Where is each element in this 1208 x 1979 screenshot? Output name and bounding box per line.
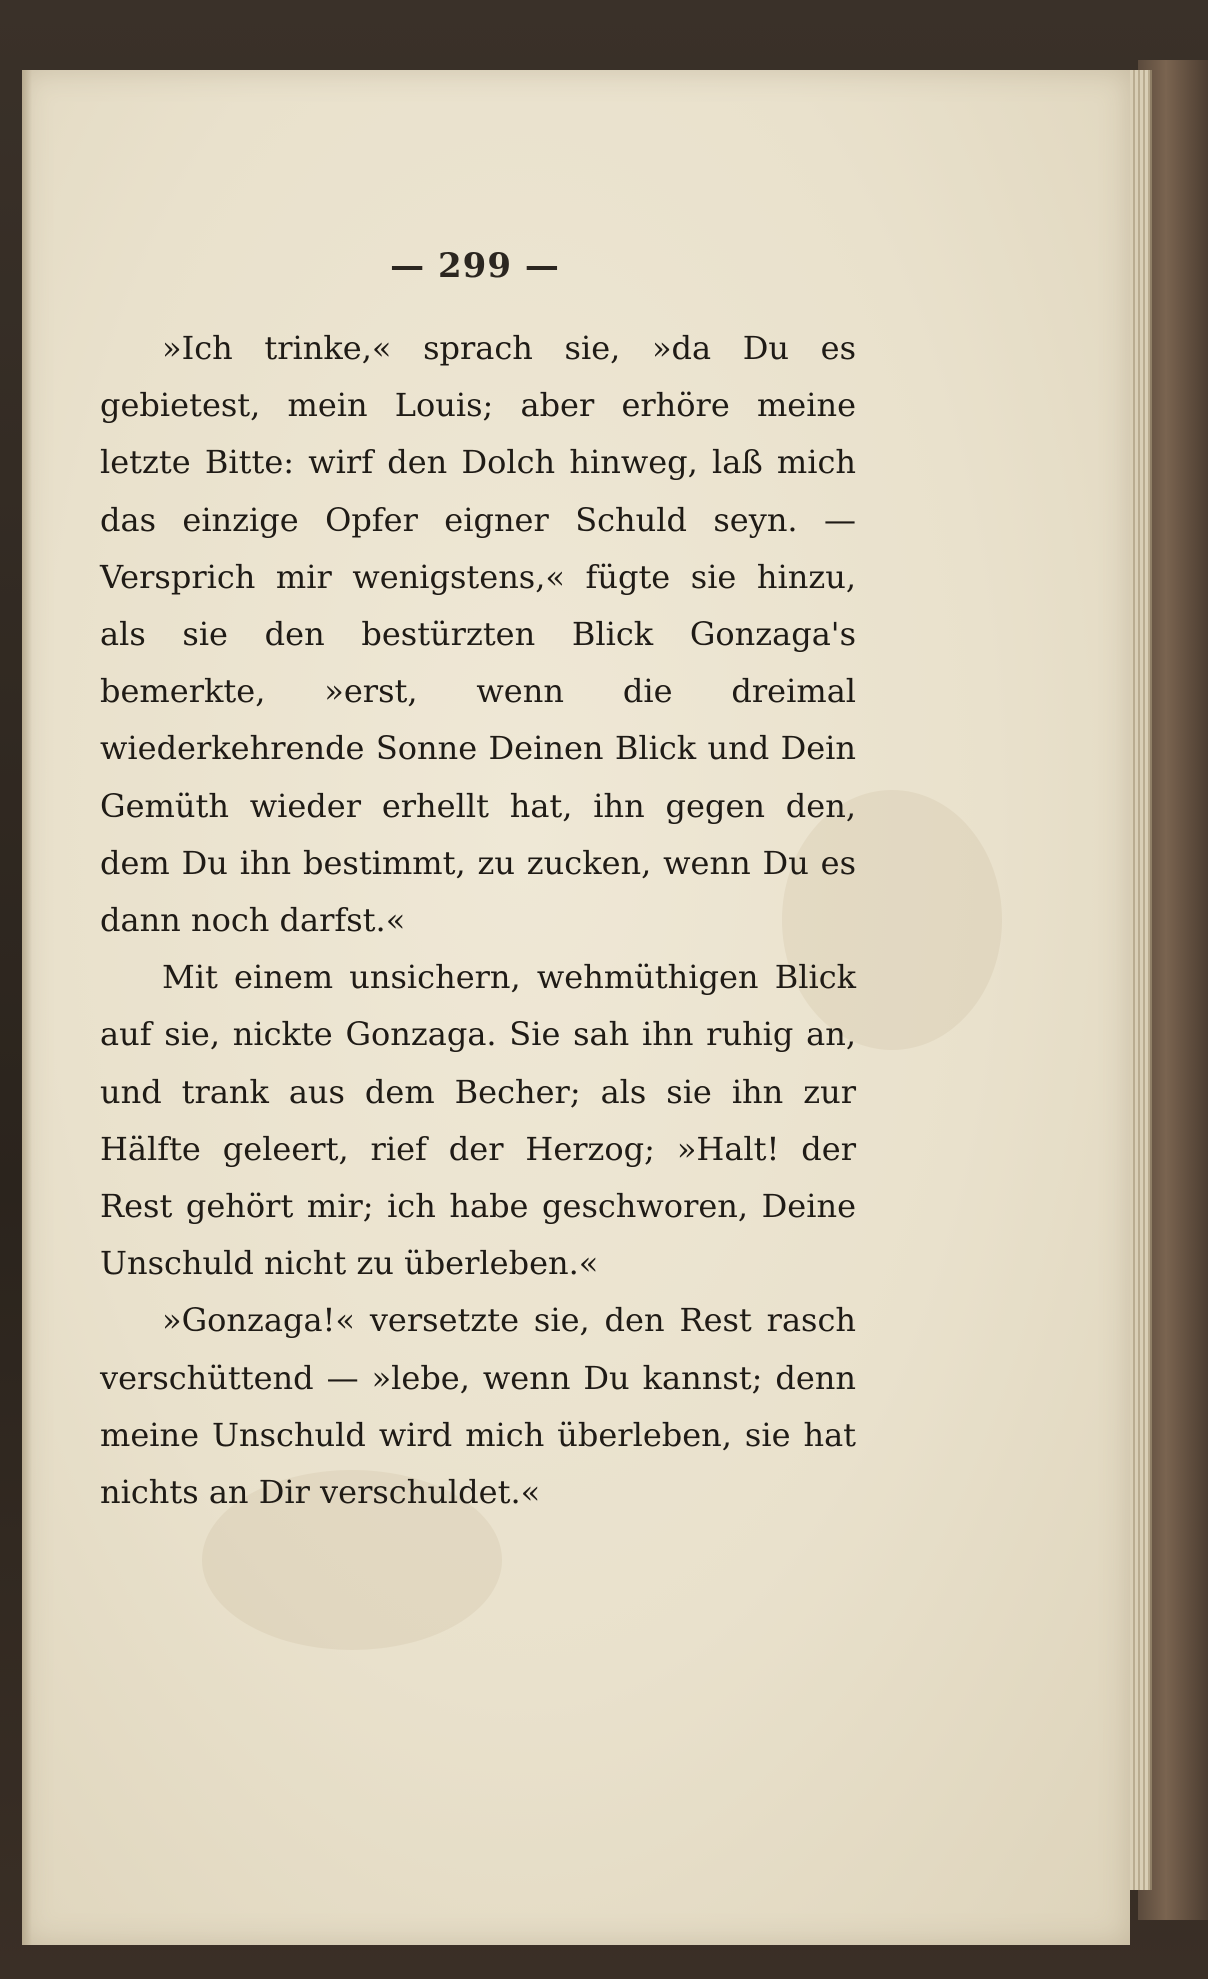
paragraph: »Ich trinke,« sprach sie, »da Du es gebietest, mein Louis; aber erhöre meine letzte Bitte: wirf den Dolch hinweg, laß mich das einzige Opfer eigner Schuld seyn. — Versprich mir wenigstens,« fügte sie hinzu, als sie den bestürzten Blick Gonzaga's bemerkte, »erst, wenn die dreimal wiederkehrende Sonne Deinen Blick und Dein Gemüth wieder erhellt hat, ihn gegen den, dem Du ihn bestimmt, zu zucken, wenn Du es dann noch darfst.« (100, 329, 856, 940)
gutter-shadow (22, 70, 32, 1945)
paragraph: »Gonzaga!« versetzte sie, den Rest rasch verschüttend — »lebe, wenn Du kannst; denn meine Unschuld wird mich überleben, sie hat nichts an Dir verschuldet.« (100, 1301, 856, 1512)
body-text (100, 320, 856, 1521)
page-number: — 299 — (390, 246, 560, 286)
paragraph: Mit einem unsichern, wehmüthigen Blick auf sie, nickte Gonzaga. Sie sah ihn ruhig an, und trank aus dem Becher; als sie ihn zur Hälfte geleert, rief der Herzog; »Halt! der Rest gehört mir; ich habe geschworen, Deine Unschuld nicht zu überleben.« (100, 958, 856, 1283)
